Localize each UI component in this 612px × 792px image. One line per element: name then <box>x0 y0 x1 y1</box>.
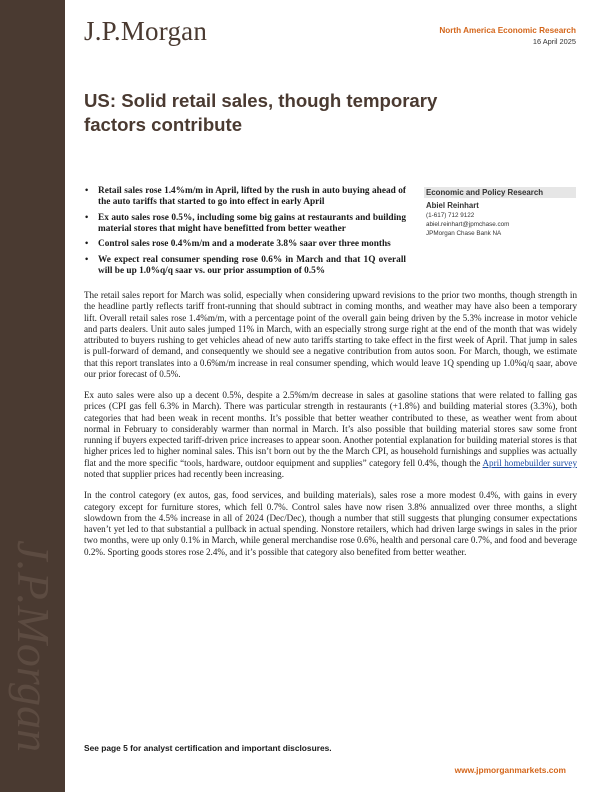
report-header <box>439 26 576 46</box>
analyst-section-title: Economic and Policy Research <box>424 187 576 198</box>
body-paragraph: The retail sales report for March was solid, especially when considering upward revisions to the prior two months, though strength in the headline partly reflects tariff front-running that should subtract in coming months, and weather may have also been a temporary lift. Overall retail sales rose 1.4%m/m, with a percentage point of the overall gain being driven by the 5.3% increase in motor vehicle and parts dealers. Unit auto sales jumped 11% in March, with an especially strong surge right at the end of the month that was widely attributed to buyers rushing to get vehicles ahead of new auto tariffs starting to take effect in the first week of April. That jump in sales is pull-forward of demand, and consequently we should see a negative contribution from autos soon. For March, though, we estimate that this report translates into a 0.6%m/m increase in real consumer spending, which would leave 1Q spending up 1.0%q/q saar, above our prior forecast of 0.5%. <box>84 290 577 379</box>
analyst-name: Abiel Reinhart <box>426 201 479 210</box>
key-point: • Control sales rose 0.4%m/m and a moderate 3.8% saar over three months <box>84 239 406 250</box>
report-body <box>84 290 577 568</box>
body-paragraph <box>84 390 577 480</box>
paragraph-text: Ex auto sales were also up a decent 0.5%, despite a 2.5%m/m decrease in sales at gasoline stations that were related to falling gas prices (CPI gas fell 6.3% in March). There was particular strength in restaurants (+1.8%) and building material stores (3.3%), both categories that had been weak in recent months. It’s possible that better weather contributed to these, as weather went from about normal in February to considerably warmer than normal in March. It’s also possible that building material stores saw some front running if buyers expected tariff-driven price increases to appear soon. Another potential explanation for building material stores is that higher prices led to higher nominal sales. This isn’t born out by the the March CPI, as household furnishings and supplies was actually flat and the more specific “tools, hardware, outdoor equipment and supplies” category fell 0.4%, though the <box>84 390 578 468</box>
key-point: • Retail sales rose 1.4%m/m in April, lifted by the rush in auto buying ahead of the auto tariffs that started to go into effect in early April <box>84 186 406 209</box>
paragraph-text: noted that supplier prices had recently been increasing. <box>84 468 284 479</box>
analyst-phone: (1-617) 712 9122 <box>426 212 475 219</box>
key-points-list <box>84 186 406 281</box>
page-title: US: Solid retail sales, though temporary factors contribute <box>84 90 438 135</box>
key-point: • Ex auto sales rose 0.5%, including some big gains at restaurants and building material stores that might have benefitted from better weather <box>84 213 406 236</box>
brand-sidebar <box>0 0 65 792</box>
company-logo: J.P.Morgan <box>84 16 208 46</box>
key-point: • We expect real consumer spending rose 0.6% in March and that 1Q overall will be up 1.0%q/q saar vs. our prior assumption of 0.5% <box>84 255 406 278</box>
watermark-logo: J.P.Morgan <box>8 540 59 753</box>
report-series: North America Economic Research <box>439 26 576 35</box>
analyst-email[interactable]: abiel.reinhart@jpmchase.com <box>426 221 510 228</box>
analyst-box <box>424 187 576 237</box>
analyst-entity: JPMorgan Chase Bank NA <box>426 230 502 237</box>
body-paragraph: In the control category (ex autos, gas, food services, and building materials), sales rose a more modest 0.4%, with gains in every category except for furniture stores, which fell 0.7%. Control sales have now risen 3.8% annualized over three months, a slight slowdown from the 4.5% increase in all of 2024 (Dec/Dec), though a number that still suggests that plunging consumer expectations haven’t yet led to that substantial a pullback in actual spending. Nonstore retailers, which had driven large swings in sales in the prior two months, were up only 0.1% in March, while general merchandise rose 0.6%, health and personal care 0.7%, and food and beverage 0.2%. Sporting goods stores rose 2.4%, and it’s possible that category also benefited from better weather. <box>84 490 577 557</box>
report-date: 16 April 2025 <box>532 37 576 46</box>
footer-link[interactable]: www.jpmorganmarkets.com <box>454 765 566 775</box>
homebuilder-survey-link[interactable]: April homebuilder survey <box>482 457 577 468</box>
disclosure-note: See page 5 for analyst certification and important disclosures. <box>84 743 332 753</box>
